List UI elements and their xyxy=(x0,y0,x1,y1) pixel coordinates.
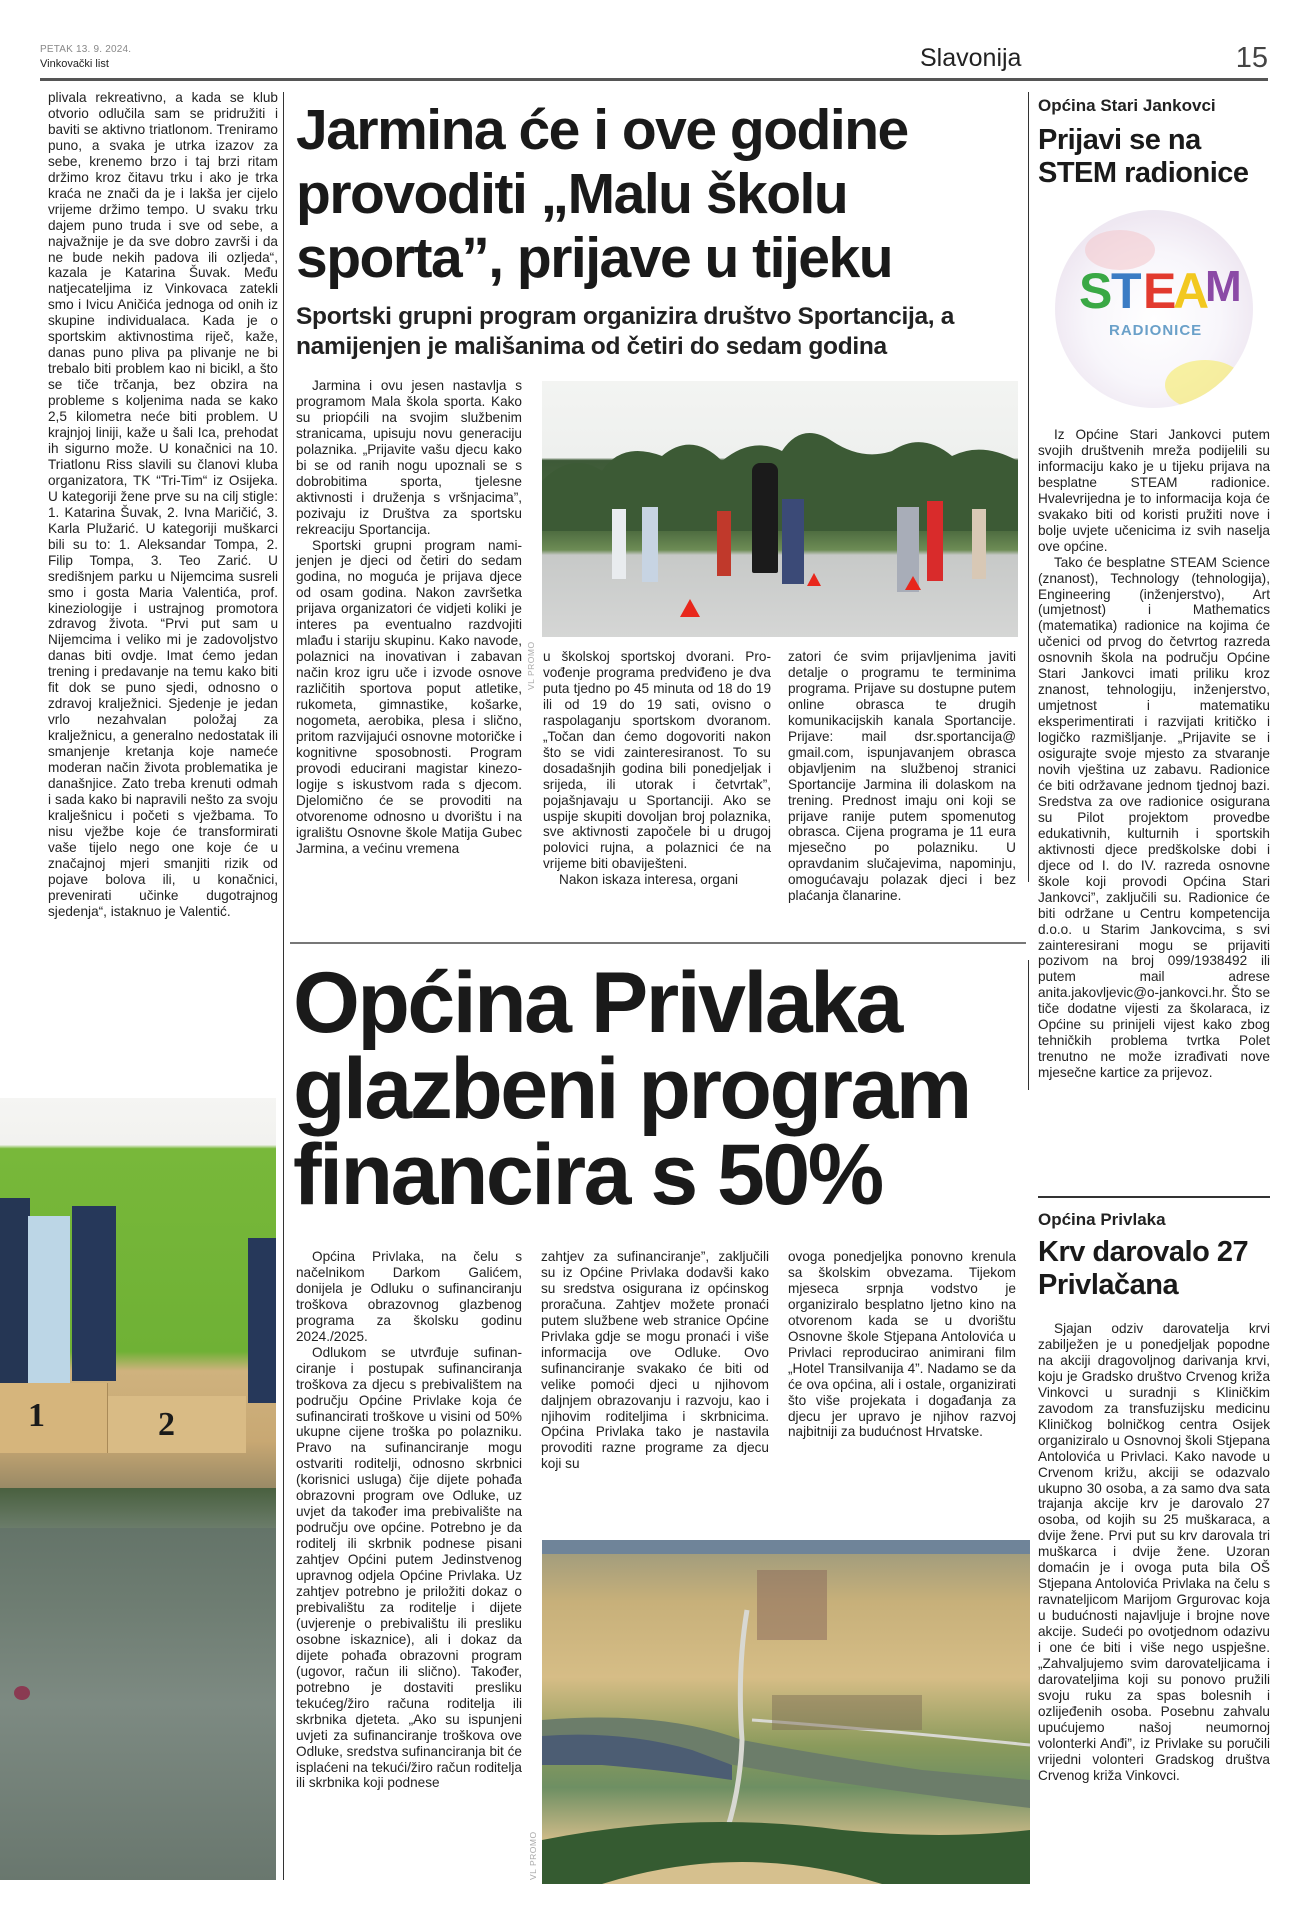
stem-kicker: Općina Stari Jankovci xyxy=(1038,96,1216,115)
issue-date: PETAK 13. 9. 2024. xyxy=(40,44,132,55)
jarmina-column-1 xyxy=(296,378,522,857)
stem-letter: A xyxy=(1173,263,1210,319)
privlaka-aerial-photo xyxy=(542,1540,1030,1884)
kids-sports-photo xyxy=(542,381,1018,637)
athlete-figure xyxy=(28,1216,70,1386)
privlaka-column-2 xyxy=(541,1249,769,1472)
privlaka-headline: Općina Privlaka glazbeni program financira s 50% xyxy=(293,955,970,1223)
paragraph: Općina Privlaka, na čelu s načelnikom Darkom Galićem, donijela je Odluku o sufinanciranju troškova obrazovnog glazbenog programa za školsku godinu 2024./2025. xyxy=(296,1249,522,1344)
column-divider xyxy=(283,92,284,1880)
child-figure xyxy=(642,507,658,582)
aerial-landscape-illustration xyxy=(542,1540,1030,1884)
blood-headline: Krv darovalo 27 Privlačana xyxy=(1038,1236,1249,1301)
triathlon-podium-photo xyxy=(0,1098,276,1488)
privlaka-column-3 xyxy=(788,1249,1016,1440)
athlete-figure xyxy=(72,1206,116,1381)
blood-article-header xyxy=(1038,1210,1270,1302)
cone xyxy=(905,576,921,590)
jarmina-column-2 xyxy=(543,649,771,888)
blood-kicker: Općina Privlaka xyxy=(1038,1210,1166,1229)
article-divider xyxy=(290,942,1026,944)
stem-letter: M xyxy=(1205,262,1242,311)
section-name: Slavonija xyxy=(920,44,1022,72)
coach-figure xyxy=(752,463,778,573)
paragraph: Jarmina i ovu jesen nastavlja s programom Mala škola sporta. Kako su priopćili na svojim službenim stranicama, upisuju novu generaciju polaznika. „Prijavite vašu djecu kako bi se od ranih nogu upoznali se s dobrobitima sporta, tjelesne aktivnosti i druženja s vršnjacima”, pozivaju iz Društva za sportsku rekreaciju Sportancija. xyxy=(296,378,522,537)
child-figure xyxy=(612,509,626,579)
triathlon-article-continuation xyxy=(48,90,278,920)
paragraph: Sjajan odziv darovatelja krvi zabilježen je u ponedjeljak popodne na akciji dragovoljnog darivanja krvi, koju je Gradsko društvo Crvenog križa Vinkovci u suradnji s Kliničkim zavodom za transfuzijsku medicinu Kliničkog bolničkog centra Osijek organiziralo u Osnovnoj školi Stjepana Antolovića u Privlaci. Kako navode u Crvenom križu, akciji se odazvalo ukupno 30 osoba, a za samo dva sata trajanja akcije krv je darovalo 27 osoba, od kojih su 25 muškaraca, a dvije žene. Prvi put su krv darovala tri muškarca i dvije žene. Uzoran domaćin je i ovoga puta bila OŠ Stjepana Antolovića Privlaka na čelu s ravnateljicom Marijom Grgurovac koja u budućnosti najavljuje i brojne nove akcije. Sudeći po ovotjednom odazivu i one će biti i više nego uspješne. „Zahvaljujemo svim darovateljicama i darovateljima koji su ponovo pružili svoju ruku za spas bolesnih i ozlijeđenih osoba. Posebnu zahvalu upućujemo našoj neumornoj volonterki Anđi”, iz Privlake su poručili vrijedni volonteri Gradskog društva Crvenog križa Vinkovci. xyxy=(1038,1321,1270,1783)
newspaper-name: Vinkovački list xyxy=(40,58,109,70)
page-header xyxy=(40,42,1268,78)
stem-letter: E xyxy=(1143,263,1177,319)
podium-number: 1 xyxy=(28,1397,45,1434)
page-number: 15 xyxy=(1235,42,1268,74)
stem-letter: S xyxy=(1079,263,1113,319)
podium-number: 2 xyxy=(158,1406,175,1443)
cone xyxy=(807,573,821,586)
riverbank xyxy=(0,1488,276,1528)
paragraph: Nakon iskaza interesa, organi xyxy=(559,872,739,888)
cone xyxy=(680,599,700,617)
paragraph: plivala rekreativno, a kada se klub otvorio odlučila sam se pridružiti i baviti se aktivno triatlonom. Treniramo puno, a svaka je utrka izazov za sebe, krenemo brzo i taj brzi ritam držimo kroz čitavu trku i ako je trka kraća ne znači da je i lakša jer cijelo vrijeme držimo tempo. U svaku trku dajem puno truda i sve od sebe, a najvažnije je da sve dobro završi i da ne bude nekih padova ili ozljeda“, kazala je Katarina Šuvak. Među natjecateljima iz Vinkovaca zatekli smo i Ivicu Aničića jednoga od onih iz skupine individualaca. Kada je o sportskim aktivnostima riječ, kaže, danas puno pliva pa plivanje ne bi trebalo biti problem kao ni bicikl, a što se tiče trčanja, bez obzira na probleme s koljenima nada se kako 2,5 kilometra neće biti problem. U krajnjoj liniji, kaže u šali Ica, prehodat ih sigurno može. U konačnici na 10. Triatlonu Riss slavili su članovi kluba organizatora, TK “Tri-Tim“ iz Osijeka. U kategoriji žene prve su na cilj stigle: 1. Katarina Šuvak, 2. Ivna Maričić, 3. Karla Plužarić. U kategoriji muškarci bili su to: 1. Aleksandar Tompa, 2. Filip Tompa, 3. Teo Zarić. U središnjem parku u Nijemcima susreli smo i gosta Maria Valentića, prof. kineziologije i ustrajnog promotora zdravog života. “Prvi put sam u Nijemcima i veliko mi je zadovoljstvo danas biti ovdje. Imat ćemo jedan trening i predavanje na temu kako biti fit dok se puno sjedi, odnosno o zdravoj kralježnici. Sjedenje je jedan vrlo nezahvalan položaj za kralježnicu, a generalno nedostatak ili smanjenje kretanja koje nameće moderan način života problematika je današnjice. Zato treba krenuti odmah i sada kako bi napravili nešto za svoju kralješnicu i početi s vježbama. To nisu vježbe koje će transformirati vaše tijelo nego one koje će u značajnoj mjeri smanjiti rizik od pojave bolova ili, u konačnici, prevenirati učinke dugotrajnog sjedenja“, istaknuo je Valentić. xyxy=(48,90,278,919)
jarmina-column-3 xyxy=(788,649,1016,904)
paragraph: Sportski grupni program namijenjen je djeci od četiri do sedam godina, no moguća je prijava djece od osam godina. Nakon završetka prijava organizatori će vidjeti koliki je interes pa eventualno razdvojiti mlađu i stariju skupinu. Kako navode, polaznici na inovativan i zabavan način kroz igru uče i izvode osnove različitih sportova poput atletike, rukometa, gimnastike, košarke, nogometa, aerobika, plesa i slično, pritom razvijajući osnovne motoričke i kognitivne sposobnosti. Program provodi educirani magistar kinezologije s iskustvom rada s djecom. Djelomično će se provoditi na otvorenome odnosno u dvorištu i na igralištu Osnovne škole Matija Gubec Jarmina, a većinu vremena xyxy=(296,537,522,856)
podium-second xyxy=(108,1396,246,1453)
header-divider xyxy=(40,78,1268,81)
paragraph: zatori će svim prijavljenima javiti detalje o programu te terminima programa. Prijave su dostupne putem online obrasca te drugih komunikacijskih kanala Sportancije. Prijave: mail dsr.sportancija@ gmail.com, ispunjavanjem obrasca objavljenim na službenoj stranici Sportancije Jarmina ili dolaskom na trening. Prednost imaju oni koji se prijave ranije putem spomenutog obrasca. Cijena programa je 11 eura mjesečno po polazniku. U opravdanim slučajevima, napominju, omogućavaju polazak djeci i bez plaćanja članarine. xyxy=(788,649,1016,904)
stem-article-body xyxy=(1038,427,1270,1081)
triathlon-swimming-photo xyxy=(0,1488,276,1880)
stem-article-header xyxy=(1038,96,1270,190)
paragraph: Odlukom se utvrđuje sufinanciranje i postupak sufinanciranja troškova za djecu s prebivalištem na području Općine Privlake koja će sufinancirati troškove u visini od 50% ukupne cijene troška po polazniku. Pravo na sufinanciranje mogu ostvariti roditelji, odnosno skrbnici (korisnici usluga) čije dijete pohađa obrazovni program ove Odluke, uz uvjet da također ima prebivalište na području ove općine. Potrebno je da roditelj ili skrbnik podnese pisani zahtjev Općini putem Jedinstvenog upravnog odjela Općine Privlaka. Uz zahtjev potrebno je priložiti dokaz o prebivalištu za roditelje i dijete (uvjerenje o prebivalištu ili presliku osobne iskaznice), ali i dokaz da dijete pohađa obrazovni program (ugovor, račun ili slično). Također, potrebno je dostaviti presliku tekućeg/žiro računa roditelja ili skrbnika djeteta. „Ako su ispunjeni uvjeti za sufinanciranje troškova ove Odluke, sredstva sufinanciranja bit će isplaćeni na tekući/žiro račun roditelja ili skrbnika koji podnese xyxy=(296,1344,522,1791)
photo-credit: VL PROMO xyxy=(526,641,536,690)
stem-letter: T xyxy=(1111,263,1142,319)
paragraph: Tako će besplatne STEAM Science (znanost), Technology (tehnologija), Engineering (inženjerstvo), Art (umjetnost) i Mathematics (matematika) radionice na kojima će učenici od prvog do četvrtog razreda osnovnih škola na području Općine Stari Jankovci imati priliku kroz znanost, tehnologiju, inženjerstvo, umjetnost i matematiku eksperimentirati i razvijati kritičko i logičko razmišljanje. „Prijavite se i osigurajte svoje mjesto za stvaranje novih vještina uz zabavu. Radionice će biti održavane jednom tjednoj bazi. Sredstva za ove radionice osigurana su Pilot projektom provedbe edukativnih, kulturnih i sportskih aktivnosti djece predškolske dobi i djece od I. do IV. razreda osnovne škole koji provodi Općina Stari Jankovci”, zaključili su. Radionice će biti održane u Centru kompetencija d.o.o. u Starim Jankovcima, s svi zainteresirani mogu se prijaviti pozivom na broj 099/1938492 ili putem mail adrese anita.jakovljevic@o-jankovci.hr. Što se tiče dodatne vijesti za školaraca, iz Općine su prinijeli vijest kako zbog tehničkih problema tvrtka Polet trenutno ne može izrađivati nove mjesečne kartice za prijevoz. xyxy=(1038,554,1270,1081)
podium-first xyxy=(0,1383,108,1453)
blood-article-body xyxy=(1038,1321,1270,1784)
privlaka-column-1 xyxy=(296,1249,522,1791)
jarmina-headline: Jarmina će i ove godine provoditi „Malu školu sporta”, prijave u tijeku xyxy=(296,98,908,290)
child-figure xyxy=(782,499,804,584)
official-figure xyxy=(248,1238,276,1403)
decorative-blob xyxy=(1165,360,1245,408)
column-divider xyxy=(1028,92,1029,882)
steam-workshop-image xyxy=(1055,210,1253,408)
paragraph: ovoga ponedjeljka ponovno krenula sa školskim obvezama. Tijekom mjeseca srpnja vodstvo je organiziralo besplatno ljetno kino na otvorenom kada se u dvorištu Osnovne škole Stjepana Antolovića u Privlaci reproducirao animirani film „Hotel Transilvanija 4”. Nadamo se da će ova općina, ali i ostale, organizirati što više projekata i događanja za djecu jer upravo je njihov razvoj najbitniji za budućnost Hrvatske. xyxy=(788,1249,1016,1440)
article-divider xyxy=(1038,1196,1270,1198)
athlete-figure xyxy=(0,1198,30,1383)
swimmer xyxy=(14,1686,30,1700)
stem-headline: Prijavi se na STEM radionice xyxy=(1038,124,1249,189)
child-figure xyxy=(717,511,731,576)
photo-credit: VL PROMO xyxy=(528,1831,538,1880)
child-figure xyxy=(972,509,986,579)
paragraph: u školskoj sportskoj dvorani. Provođenje programa predviđeno je dva puta tjedno po 45 minuta od 18 do 19 ili od 19 do 19 sati, ovisno o raspolaganju sportskom dvoranom. „Točan dan ćemo dogovoriti nakon što se vidi zainteresiranost. To su dosadašnjih godina bili ponedjeljak i srijeda, ili utorak i četvrtak”, pojašnjavaju u Sportanciji. Ako se uspije skupiti dovoljan broj polaznika, sve aktivnosti započele bi u drugoj polovici rujna, a polaznici će na vrijeme biti obaviješteni. xyxy=(543,649,771,872)
stem-subtitle: RADIONICE xyxy=(1109,322,1203,339)
child-figure xyxy=(927,501,943,581)
jarmina-deck: Sportski grupni program organizira društvo Sportancija, a namijenjen je mališanima od četiri do sedam godina xyxy=(296,303,955,360)
paragraph: zahtjev za sufinanciranje”, zaključili su iz Općine Privlaka dodavši kako su sredstva osigurana iz općinskog proračuna. Zahtjev možete pronaći putem službene web stranice Općine Privlaka gdje se mogu pronaći i više informacija ove Odluke. Ovo sufinanciranje svakako će biti od velike pomoći djeci u njihovom daljnjem obrazovanju i razvoju, kao i njihovim roditeljima i skrbnicima. Općina Privlaka tako je nastavila provoditi razne programe za djecu koji su xyxy=(541,1249,769,1472)
paragraph: Iz Općine Stari Jankovci putem svojih društvenih mreža podijelili su informaciju kako je u tijeku prijava na besplatne STEAM radionice. Hvalevrijedna je to informacija koja će svakako biti od koristi pružiti nove i bolje uvjete učenicima iz svih naselja ove općine. xyxy=(1038,427,1270,554)
